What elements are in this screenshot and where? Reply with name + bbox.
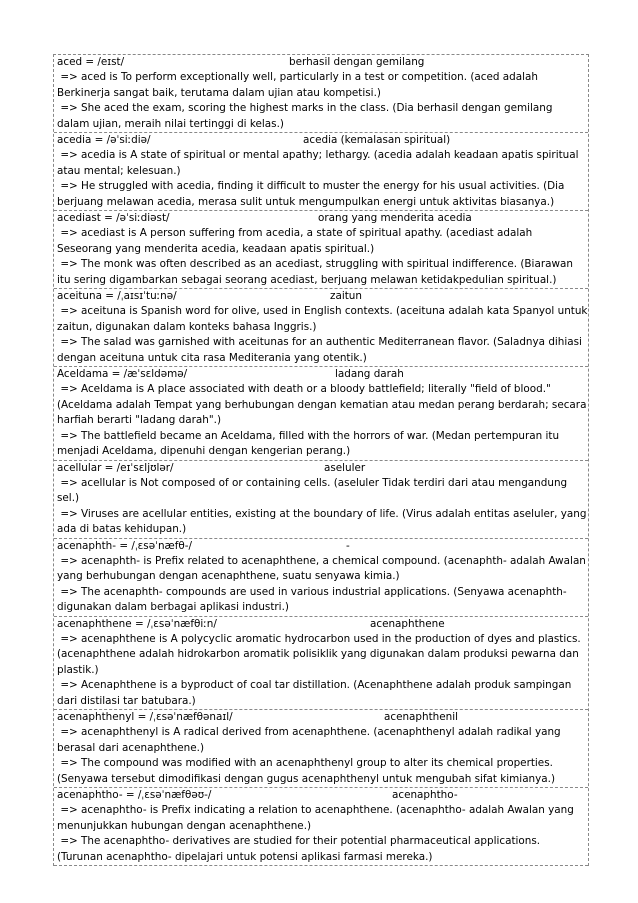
entry-definition: => acenaphth- is Prefix related to acenaphthene, a chemical compound. (acenaphth- adalah Awalan yang berhubungan dengan acenaphthene, suatu senyawa kimia.) xyxy=(57,554,590,582)
dictionary-sheet xyxy=(53,54,589,866)
entry-example: => The compound was modified with an acenaphthenyl group to alter its chemical properties. (Senyawa tersebut dimodifikasi dengan gugus acenaphthenyl untuk mengubah sifat kimianya.) xyxy=(57,757,557,785)
entry-head xyxy=(57,788,588,803)
entry-head xyxy=(57,367,588,382)
entry-translation: berhasil dengan gemilang xyxy=(289,56,425,68)
entry-acedia xyxy=(54,133,588,211)
entry-definition: => acenaphtho- is Prefix indicating a relation to acenaphthene. (acenaphtho- adalah Awalan yang menunjukkan hubungan dengan acenaphthene.) xyxy=(57,804,578,832)
entry-example: => The battlefield became an Aceldama, filled with the horrors of war. (Medan pertempuran itu menjadi Aceldama, dipenuhi dengan kengerian perang.) xyxy=(57,429,563,457)
entry-term: acenaphthenyl = /ˌɛsəˈnæfθənaɪl/ xyxy=(57,711,233,723)
entry-translation: acedia (kemalasan spiritual) xyxy=(303,134,451,146)
entry-example: => The acenaphtho- derivatives are studied for their potential pharmaceutical applications. (Turunan acenaphtho- dipelajari untuk potensi aplikasi farmasi mereka.) xyxy=(57,835,544,863)
entry-translation: ladang darah xyxy=(335,368,404,380)
entry-acellular xyxy=(54,461,588,539)
entry-head xyxy=(57,289,588,304)
entry-acediast xyxy=(54,211,588,289)
entry-translation: aseluler xyxy=(324,461,366,474)
entry-acenaphth-prefix xyxy=(54,539,588,617)
entry-definition: => acediast is A person suffering from acedia, a state of spiritual apathy. (acediast adalah Seseorang yang menderita acedia, keadaan apatis spiritual.) xyxy=(57,227,536,255)
entry-term: acenaphthene = /ˌɛsəˈnæfθiːn/ xyxy=(57,617,217,630)
entry-term: acenaphtho- = /ˌɛsəˈnæfθəʊ-/ xyxy=(57,789,212,801)
entry-translation: zaitun xyxy=(330,290,362,302)
entry-translation: - xyxy=(346,539,350,552)
entry-translation: acenaphthene xyxy=(370,617,445,630)
entry-aceituna xyxy=(54,289,591,367)
entry-example: => Viruses are acellular entities, existing at the boundary of life. (Virus adalah entitas aseluler, yang ada di batas kehidupan.) xyxy=(57,507,590,535)
entry-definition: => acenaphthenyl is A radical derived from acenaphthene. (acenaphthenyl adalah radikal yang berasal dari acenaphthene.) xyxy=(57,726,564,754)
entry-definition: => acenaphthene is A polycyclic aromatic hydrocarbon used in the production of dyes and plastics. (acenaphthene adalah hidrokarbon aromatik polisiklik yang digunakan dalam produksi pewarna dan plastik.) xyxy=(57,632,584,676)
entry-definition: => aced is To perform exceptionally well, particularly in a test or competition. (aced adalah Berkinerja sangat baik, terutama dalam ujian atau kompetisi.) xyxy=(57,71,542,99)
entry-example: => He struggled with acedia, finding it difficult to muster the energy for his usual activities. (Dia berjuang melawan acedia, merasa sulit untuk mengumpulkan energi untuk aktivitas biasanya.) xyxy=(57,180,568,208)
entry-translation: orang yang menderita acedia xyxy=(318,212,472,224)
entry-head xyxy=(57,710,588,725)
entry-translation: acenaphthenil xyxy=(384,711,459,723)
entry-example: => The monk was often described as an acediast, struggling with spiritual indifference. (Biarawan itu sering digambarkan sebagai seorang acediast, berjuang melawan ketidakpedulian spiritual.) xyxy=(57,258,577,286)
entry-term: acellular = /eɪˈsɛljʊlər/ xyxy=(57,461,174,474)
entry-head xyxy=(57,55,588,70)
entry-term: Aceldama = /æˈsɛldəmə/ xyxy=(57,368,188,380)
entry-term: acedia = /əˈsiːdiə/ xyxy=(57,134,151,146)
entry-example: => Acenaphthene is a byproduct of coal tar distillation. (Acenaphthene adalah produk sampingan dari distilasi tar batubara.) xyxy=(57,679,575,707)
entry-example: => The salad was garnished with aceitunas for an authentic Mediterranean flavor. (Saladnya dihiasi dengan aceituna untuk cita rasa Mediterania yang otentik.) xyxy=(57,336,586,364)
entry-head xyxy=(57,133,588,148)
entry-definition: => aceituna is Spanish word for olive, used in English contexts. (aceituna adalah kata Spanyol untuk zaitun, digunakan dalam konteks bahasa Inggris.) xyxy=(57,305,591,333)
entry-head xyxy=(57,211,588,226)
entry-definition: => acellular is Not composed of or containing cells. (aseluler Tidak terdiri dari atau mengandung sel.) xyxy=(57,476,571,504)
entry-acenaphthene xyxy=(54,617,588,711)
entry-head xyxy=(57,461,588,476)
entry-acenaphtho-prefix xyxy=(54,788,588,866)
entry-acenaphthenyl xyxy=(54,710,588,788)
entry-translation: acenaphtho- xyxy=(392,789,458,801)
entry-head xyxy=(57,617,588,632)
entry-definition: => acedia is A state of spiritual or mental apathy; lethargy. (acedia adalah keadaan apatis spiritual atau mental; kelesuan.) xyxy=(57,149,582,177)
entry-term: acenaphth- = /ˌɛsəˈnæfθ-/ xyxy=(57,539,193,552)
entry-definition: => Aceldama is A place associated with death or a bloody battlefield; literally "field of blood." (Aceldama adalah Tempat yang berhubungan dengan kematian atau medan perang berdarah; secara harfiah berarti "ladang darah".) xyxy=(57,383,590,426)
entry-example: => She aced the exam, scoring the highest marks in the class. (Dia berhasil dengan gemilang dalam ujian, meraih nilai tertinggi di kelas.) xyxy=(57,102,556,130)
entry-example: => The acenaphth- compounds are used in various industrial applications. (Senyawa acenaphth- digunakan dalam berbagai aplikasi industri.) xyxy=(57,585,570,613)
entry-term: acediast = /əˈsiːdiəst/ xyxy=(57,212,170,224)
entry-term: aceituna = /ˌaɪsɪˈtuːnə/ xyxy=(57,290,177,302)
entry-aceldama xyxy=(54,367,588,461)
entry-aced xyxy=(54,55,588,133)
entry-term: aced = /eɪst/ xyxy=(57,56,125,68)
entry-head xyxy=(57,539,588,554)
